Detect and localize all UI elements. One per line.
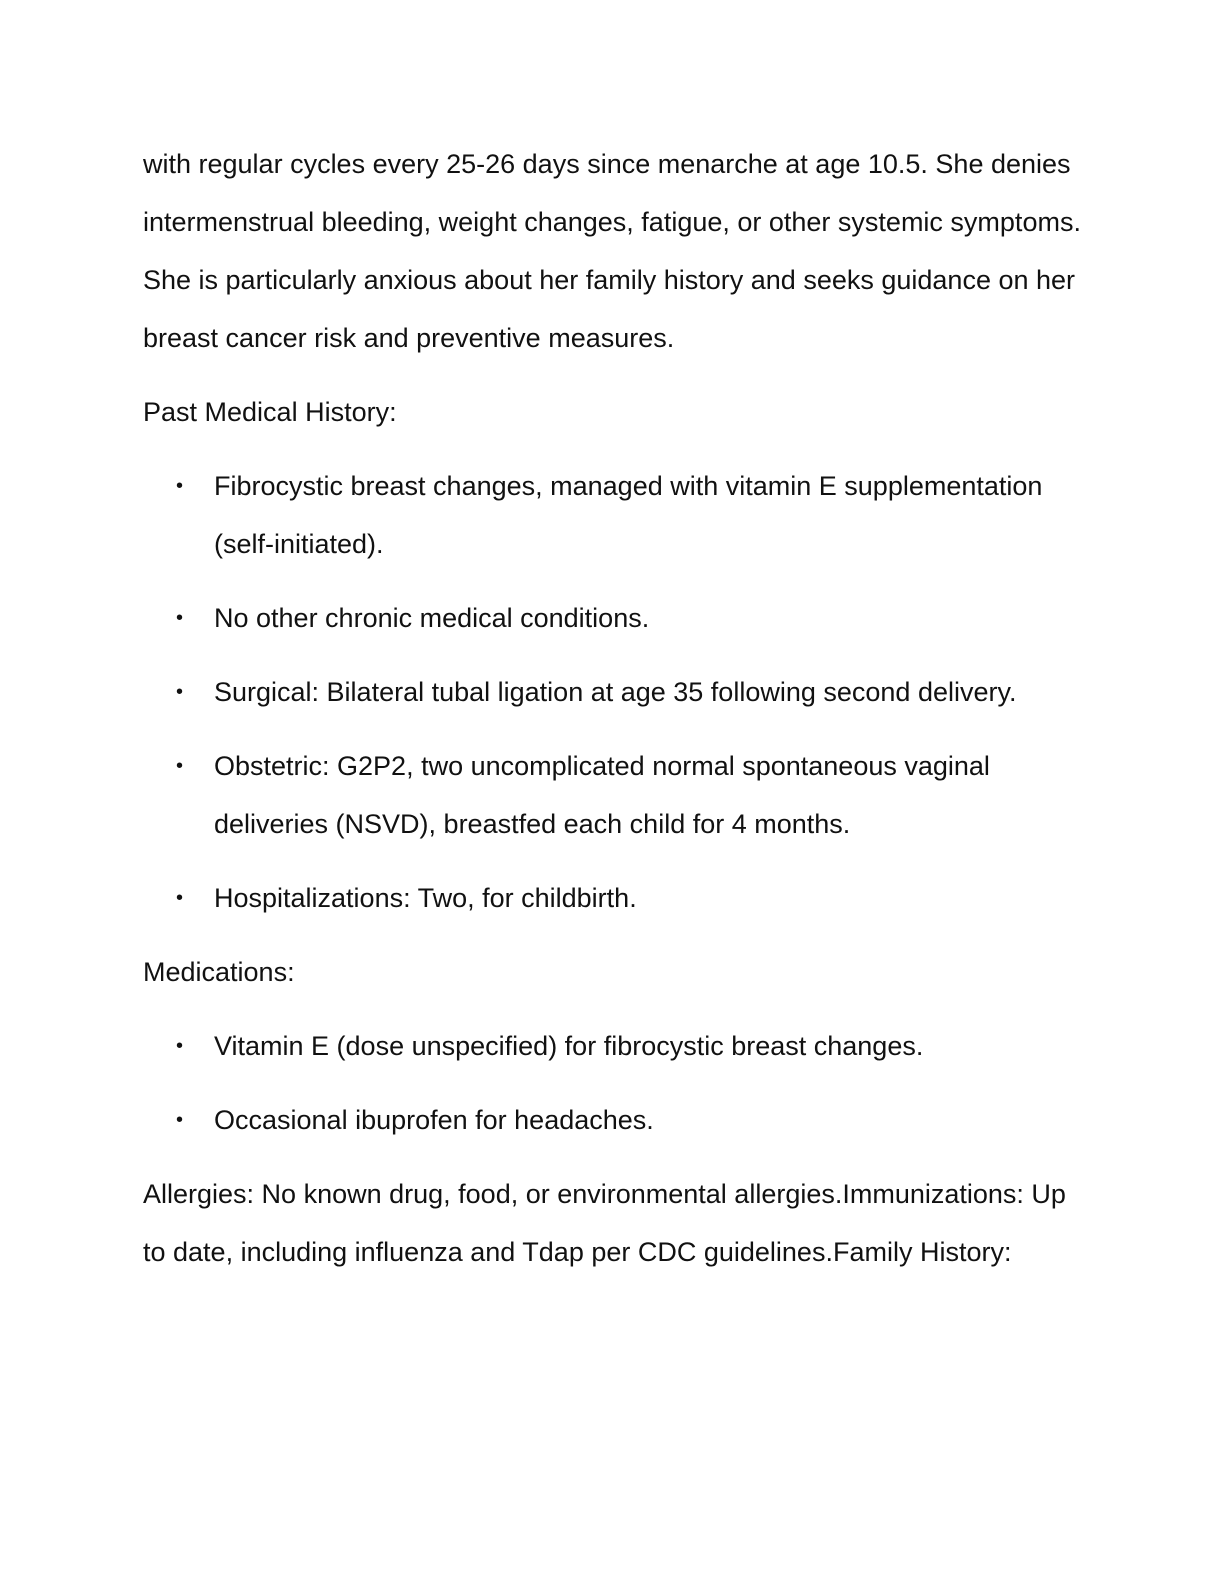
bullet-icon: •	[176, 755, 184, 777]
list-item-text: No other chronic medical conditions.	[214, 603, 650, 633]
list-item-text: Fibrocystic breast changes, managed with vitamin E supplementation (self-initiated).	[214, 471, 1043, 559]
bullet-icon: •	[176, 1109, 184, 1131]
list-item	[143, 737, 1083, 853]
intro-paragraph: with regular cycles every 25-26 days since menarche at age 10.5. She denies intermenstrual bleeding, weight changes, fatigue, or other systemic symptoms. She is particularly anxious about her family history and seeks guidance on her breast cancer risk and preventive measures.	[143, 149, 1081, 353]
list-item	[143, 457, 1083, 573]
medications-list	[143, 1017, 1083, 1149]
list-item	[143, 1017, 1083, 1075]
past-medical-history-heading: Past Medical History:	[143, 397, 397, 427]
bullet-icon: •	[176, 1035, 184, 1057]
closing-paragraph: Allergies: No known drug, food, or environmental allergies.Immunizations: Up to date, including influenza and Tdap per CDC guidelines.Family History:	[143, 1179, 1066, 1267]
list-item	[143, 1091, 1083, 1149]
list-item-text: Vitamin E (dose unspecified) for fibrocystic breast changes.	[214, 1031, 924, 1061]
document-page	[143, 135, 1083, 1297]
list-item-text: Surgical: Bilateral tubal ligation at age 35 following second delivery.	[214, 677, 1017, 707]
list-item	[143, 589, 1083, 647]
bullet-icon: •	[176, 607, 184, 629]
bullet-icon: •	[176, 887, 184, 909]
list-item	[143, 663, 1083, 721]
medications-heading: Medications:	[143, 957, 295, 987]
list-item-text: Occasional ibuprofen for headaches.	[214, 1105, 654, 1135]
list-item-text: Hospitalizations: Two, for childbirth.	[214, 883, 637, 913]
bullet-icon: •	[176, 475, 184, 497]
past-medical-history-list	[143, 457, 1083, 927]
list-item-text: Obstetric: G2P2, two uncomplicated normal spontaneous vaginal deliveries (NSVD), breastfed each child for 4 months.	[214, 751, 990, 839]
bullet-icon: •	[176, 681, 184, 703]
list-item	[143, 869, 1083, 927]
